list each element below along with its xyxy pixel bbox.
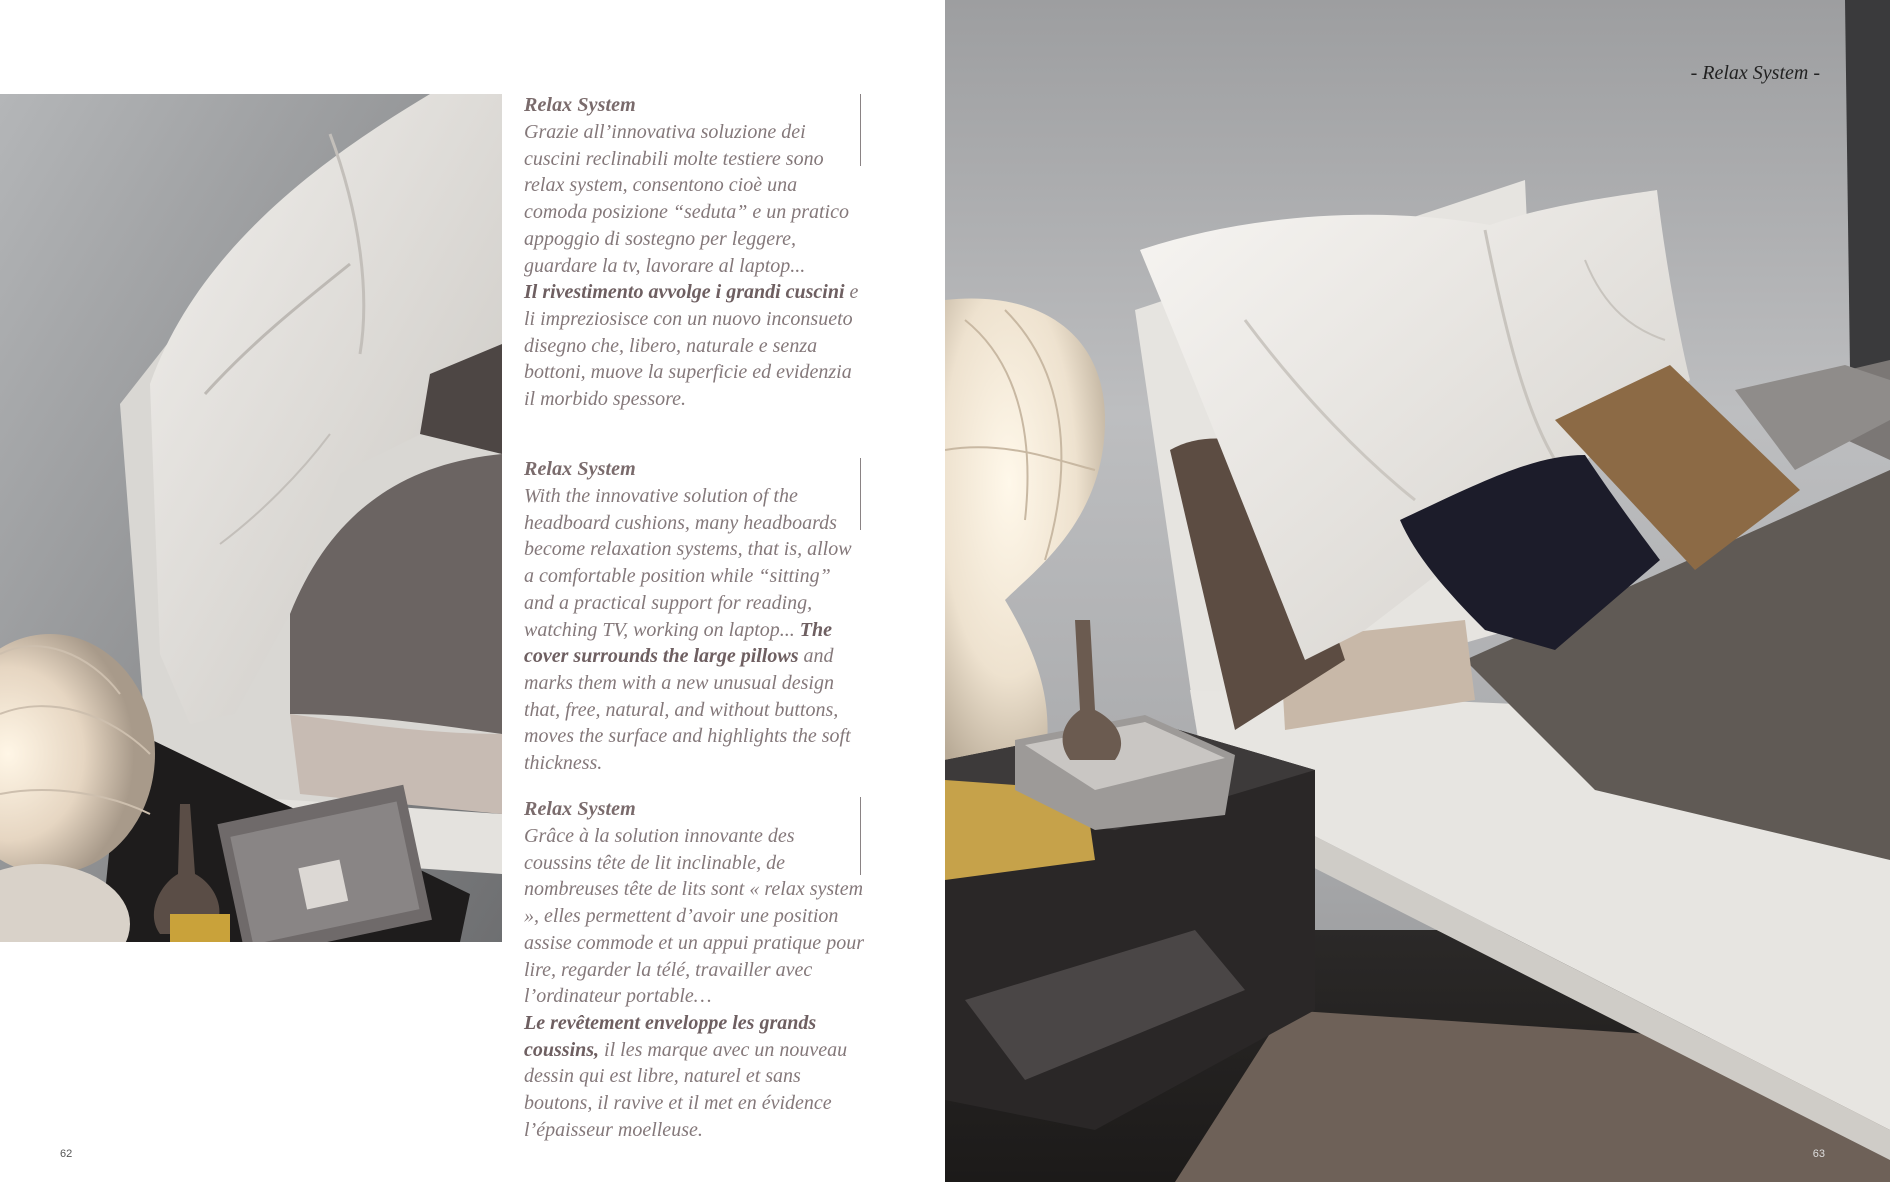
italian-bold-text: Il rivestimento avvolge i grandi cuscini [524,281,845,304]
english-text-after: and marks them with a new unusual design that, free, natural, and without buttons, moves the surface and highlights the soft thickness. [524,645,851,775]
french-text-before: Grâce à la solution innovante des coussins tête de lit inclinable, de nombreuses tête de lits sont « relax system », elles permettent d’avoir une position assise commode et un appui pratique pour lire, regarder la télé, travailler avec l’ordinateur portable… [524,825,864,1008]
vertical-rule-english [860,458,861,530]
left-photo-illustration [0,94,502,942]
english-paragraph [524,483,864,777]
french-text-after: il les marque avec un nouveau dessin qui est libre, naturel et sans boutons, il ravive et il met en évidence l’épaisseur moelleuse. [524,1038,848,1141]
french-paragraph [524,823,864,1143]
vertical-rule-italian [860,94,861,166]
english-text-before: With the innovative solution of the headboard cushions, many headboards become relaxation systems, that is, allow a comfortable position while “sitting” and a practical support for reading, watching TV, working on laptop... [524,485,852,641]
running-head: - Relax System - [1690,62,1820,84]
right-photo-illustration [945,0,1890,1182]
page-number-left: 62 [60,1148,73,1160]
italian-text-before: Grazie all’innovativa soluzione dei cuscini reclinabili molte testiere sono relax system, consentono cioè una comoda posizione “seduta” e un pratico appoggio di sostegno per leggere, guardare la tv, lavorare al laptop... [524,121,849,277]
right-photo [945,0,1890,1182]
page-number-right: 63 [1812,1148,1825,1160]
italian-paragraph [524,119,864,413]
french-bold-text: Le revêtement enveloppe les grands coussins, [524,1011,817,1061]
english-heading: Relax System [524,458,636,480]
french-heading: Relax System [524,798,636,820]
english-bold-text: The cover surrounds the large pillows [524,618,832,668]
italian-text-after: e li impreziosisce con un nuovo inconsueto disegno che, libero, naturale e senza bottoni, muove la superficie ed evidenzia il morbido spessore. [524,281,859,411]
right-page [945,0,1890,1182]
left-photo [0,94,502,942]
vertical-rule-french [860,797,861,875]
italian-heading: Relax System [524,94,636,116]
english-text-block [524,456,864,777]
italian-text-block [524,92,864,413]
french-text-block [524,796,864,1143]
